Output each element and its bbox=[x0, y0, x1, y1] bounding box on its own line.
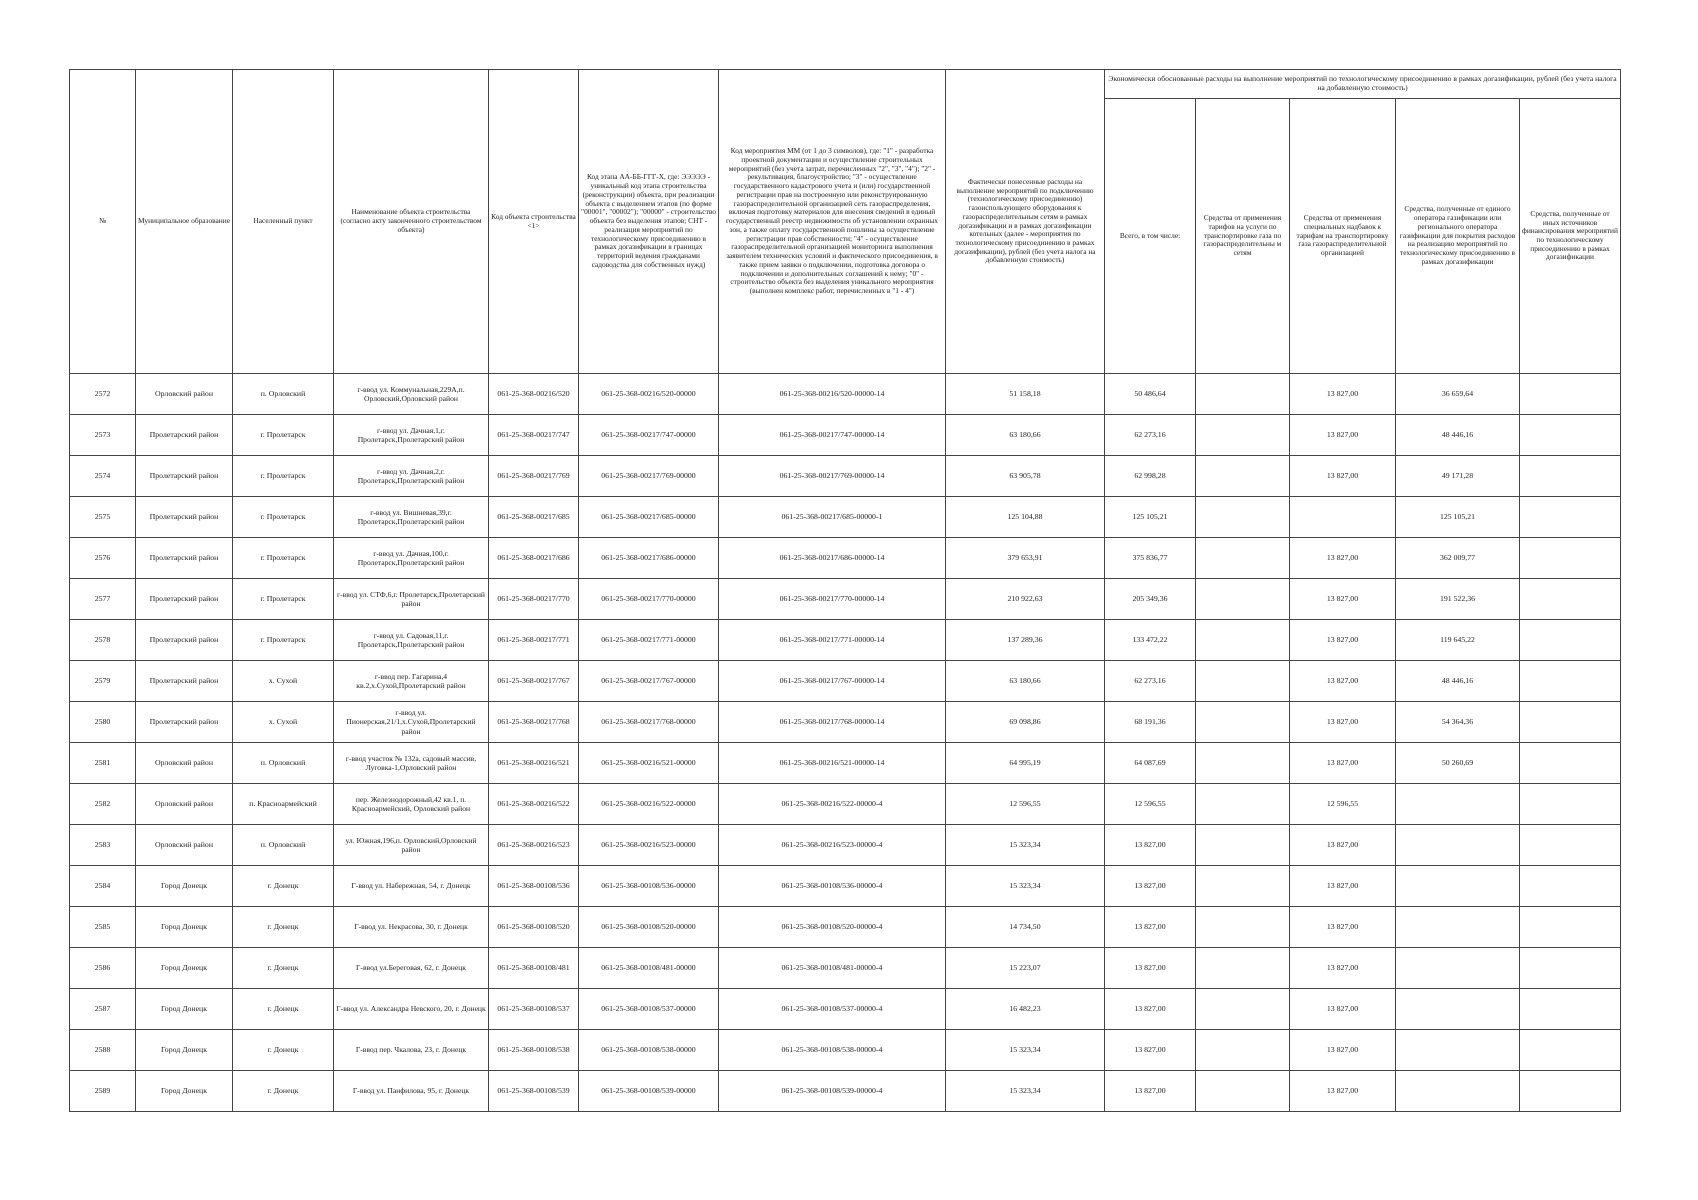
cell-object-name: пер. Железнодорожный,42 кв.1, п. Красноармейский, Орловский район bbox=[334, 784, 489, 825]
header-object-code: Код объекта строительства <1> bbox=[489, 70, 579, 374]
cell-municipality: Город Донецк bbox=[136, 1071, 233, 1112]
cell-actual: 210 922,63 bbox=[946, 579, 1105, 620]
cell-other bbox=[1520, 743, 1621, 784]
cell-no: 2579 bbox=[70, 661, 136, 702]
cell-event-code: 061-25-368-00217/770-00000-14 bbox=[719, 579, 946, 620]
table-row bbox=[70, 579, 1621, 620]
cell-object-code: 061-25-368-00216/523 bbox=[489, 825, 579, 866]
header-tariff: Средства от применения тарифов на услуги по транспортировке газа по газораспределительны м сетям bbox=[1196, 99, 1290, 374]
cell-object-code: 061-25-368-00216/522 bbox=[489, 784, 579, 825]
cell-special bbox=[1290, 497, 1396, 538]
cell-tariff bbox=[1196, 456, 1290, 497]
cell-actual: 63 180,66 bbox=[946, 415, 1105, 456]
cell-operator bbox=[1396, 825, 1520, 866]
cell-operator bbox=[1396, 989, 1520, 1030]
cell-stage-code: 061-25-368-00216/522-00000 bbox=[579, 784, 719, 825]
cell-stage-code: 061-25-368-00216/520-00000 bbox=[579, 374, 719, 415]
table-row bbox=[70, 497, 1621, 538]
cell-locality: г. Пролетарск bbox=[233, 415, 334, 456]
cell-actual: 15 323,34 bbox=[946, 825, 1105, 866]
cell-stage-code: 061-25-368-00217/686-00000 bbox=[579, 538, 719, 579]
cell-municipality: Город Донецк bbox=[136, 866, 233, 907]
cell-special: 13 827,00 bbox=[1290, 661, 1396, 702]
cell-actual: 15 223,07 bbox=[946, 948, 1105, 989]
header-total: Всего, в том числе: bbox=[1105, 99, 1196, 374]
header-economic-expenses: Экономически обоснованные расходы на выполнение мероприятий по технологическому присоединению в рамках догазификации, рублей (без учета налога на добавленную стоимость) bbox=[1105, 70, 1621, 99]
cell-no: 2578 bbox=[70, 620, 136, 661]
cell-total: 50 486,64 bbox=[1105, 374, 1196, 415]
cell-actual: 137 289,36 bbox=[946, 620, 1105, 661]
cell-special: 13 827,00 bbox=[1290, 907, 1396, 948]
cell-municipality: Пролетарский район bbox=[136, 415, 233, 456]
cell-operator: 50 260,69 bbox=[1396, 743, 1520, 784]
cell-tariff bbox=[1196, 702, 1290, 743]
cell-object-code: 061-25-368-00217/769 bbox=[489, 456, 579, 497]
table-row bbox=[70, 415, 1621, 456]
cell-operator: 36 659,64 bbox=[1396, 374, 1520, 415]
cell-no: 2582 bbox=[70, 784, 136, 825]
cell-object-code: 061-25-368-00217/767 bbox=[489, 661, 579, 702]
cell-municipality: Орловский район bbox=[136, 374, 233, 415]
cell-actual: 15 323,34 bbox=[946, 1071, 1105, 1112]
report-sheet bbox=[69, 69, 1620, 1112]
cell-municipality: Орловский район bbox=[136, 743, 233, 784]
cell-total: 375 836,77 bbox=[1105, 538, 1196, 579]
cell-locality: х. Сухой bbox=[233, 702, 334, 743]
cell-object-name: г-ввод ул. Коммунальная,229А,п. Орловский,Орловский район bbox=[334, 374, 489, 415]
cell-actual: 51 158,18 bbox=[946, 374, 1105, 415]
cell-special: 13 827,00 bbox=[1290, 538, 1396, 579]
cell-other bbox=[1520, 456, 1621, 497]
cell-object-code: 061-25-368-00108/537 bbox=[489, 989, 579, 1030]
header-event-code: Код мероприятия ММ (от 1 до 3 символов), где: "1" - разработка проектной документации и осуществление строительных мероприятий (без учета затрат, перечисленных "2", "3", "4"); "2" - рекультивация, благоустройство; "3" - осуществление государственного кадастрового учета и (или) государственной регистрации прав на построенную или реконструированную газораспределительной организацией сеть газораспределения, включая подготовку материалов для внесения сведений в единый государственный реестр недвижимости об установлении охранных зон, а также оплату государственной пошлины за осуществление регистрации прав собственности; "4" - осуществление газораспределительной организацией мониторинга выполнения заявителем технических условий и фактического присоединения, в также прием заявки о подключении, подготовка договора о подключении и дополнительных соглашений к нему; "0" - строительство объекта без выделения уникального мероприятия (выполнен комплекс работ, перечисленных в "1 - 4") bbox=[719, 70, 946, 374]
cell-total: 13 827,00 bbox=[1105, 1071, 1196, 1112]
cell-object-name: Г-ввод ул. Некрасова, 30, г. Донецк bbox=[334, 907, 489, 948]
cell-actual: 69 098,86 bbox=[946, 702, 1105, 743]
cell-total: 62 273,16 bbox=[1105, 661, 1196, 702]
cell-total: 13 827,00 bbox=[1105, 1030, 1196, 1071]
cell-special: 12 596,55 bbox=[1290, 784, 1396, 825]
cell-total: 64 087,69 bbox=[1105, 743, 1196, 784]
cell-special: 13 827,00 bbox=[1290, 702, 1396, 743]
cell-municipality: Город Донецк bbox=[136, 989, 233, 1030]
cell-operator bbox=[1396, 1071, 1520, 1112]
cell-object-name: Г-ввод ул. Набережная, 54, г. Донецк bbox=[334, 866, 489, 907]
cell-stage-code: 061-25-368-00217/767-00000 bbox=[579, 661, 719, 702]
cell-object-code: 061-25-368-00108/481 bbox=[489, 948, 579, 989]
cell-operator: 48 446,16 bbox=[1396, 661, 1520, 702]
table-body bbox=[70, 374, 1621, 1112]
cell-other bbox=[1520, 825, 1621, 866]
cell-stage-code: 061-25-368-00217/768-00000 bbox=[579, 702, 719, 743]
cell-no: 2576 bbox=[70, 538, 136, 579]
cell-other bbox=[1520, 661, 1621, 702]
cell-tariff bbox=[1196, 825, 1290, 866]
cell-no: 2574 bbox=[70, 456, 136, 497]
cell-object-name: г-ввод ул. СТФ,6,г. Пролетарск,Пролетарский район bbox=[334, 579, 489, 620]
cell-total: 133 472,22 bbox=[1105, 620, 1196, 661]
cell-actual: 379 653,91 bbox=[946, 538, 1105, 579]
cell-event-code: 061-25-368-00108/538-00000-4 bbox=[719, 1030, 946, 1071]
cell-other bbox=[1520, 1030, 1621, 1071]
cell-municipality: Пролетарский район bbox=[136, 702, 233, 743]
cell-stage-code: 061-25-368-00216/521-00000 bbox=[579, 743, 719, 784]
cell-total: 12 596,55 bbox=[1105, 784, 1196, 825]
cell-no: 2585 bbox=[70, 907, 136, 948]
cell-municipality: Орловский район bbox=[136, 784, 233, 825]
cell-total: 62 273,16 bbox=[1105, 415, 1196, 456]
header-special: Средства от применения специальных надбавок к тарифам на транспортировку газа газораспределительной организацией bbox=[1290, 99, 1396, 374]
cell-operator bbox=[1396, 907, 1520, 948]
cell-municipality: Пролетарский район bbox=[136, 579, 233, 620]
cell-object-name: г-ввод ул. Пионерская,21/1,х.Сухой,Пролетарский район bbox=[334, 702, 489, 743]
cell-actual: 15 323,34 bbox=[946, 1030, 1105, 1071]
cell-municipality: Пролетарский район bbox=[136, 497, 233, 538]
cell-total: 205 349,36 bbox=[1105, 579, 1196, 620]
table-row bbox=[70, 866, 1621, 907]
cell-object-name: г-ввод ул. Дачная,1,г. Пролетарск,Пролетарский район bbox=[334, 415, 489, 456]
cell-object-name: Г-ввод ул.Береговая, 62, г. Донецк bbox=[334, 948, 489, 989]
cell-special: 13 827,00 bbox=[1290, 415, 1396, 456]
cell-no: 2581 bbox=[70, 743, 136, 784]
cell-actual: 12 596,55 bbox=[946, 784, 1105, 825]
cell-special: 13 827,00 bbox=[1290, 989, 1396, 1030]
cell-actual: 16 482,23 bbox=[946, 989, 1105, 1030]
cell-object-name: Г-ввод пер. Чкалова, 23, г. Донецк bbox=[334, 1030, 489, 1071]
table-row bbox=[70, 784, 1621, 825]
cell-event-code: 061-25-368-00217/771-00000-14 bbox=[719, 620, 946, 661]
table-row bbox=[70, 825, 1621, 866]
cell-object-name: г-ввод пер. Гагарина,4 кв.2,х.Сухой,Пролетарский район bbox=[334, 661, 489, 702]
cell-total: 13 827,00 bbox=[1105, 825, 1196, 866]
cell-special: 13 827,00 bbox=[1290, 1071, 1396, 1112]
cell-actual: 64 995,19 bbox=[946, 743, 1105, 784]
cell-operator bbox=[1396, 784, 1520, 825]
cell-operator bbox=[1396, 948, 1520, 989]
table-row bbox=[70, 374, 1621, 415]
cell-event-code: 061-25-368-00217/686-00000-14 bbox=[719, 538, 946, 579]
cell-no: 2588 bbox=[70, 1030, 136, 1071]
header-locality: Населенный пункт bbox=[233, 70, 334, 374]
cell-tariff bbox=[1196, 538, 1290, 579]
cell-operator: 54 364,36 bbox=[1396, 702, 1520, 743]
cell-tariff bbox=[1196, 620, 1290, 661]
cell-operator: 362 009,77 bbox=[1396, 538, 1520, 579]
cell-object-code: 061-25-368-00108/520 bbox=[489, 907, 579, 948]
cell-tariff bbox=[1196, 497, 1290, 538]
cell-object-name: г-ввод участок № 132а, садовый массив, Луговка-1,Орловский район bbox=[334, 743, 489, 784]
cell-other bbox=[1520, 538, 1621, 579]
cell-locality: г. Пролетарск bbox=[233, 538, 334, 579]
cell-locality: г. Донецк bbox=[233, 907, 334, 948]
header-actual-expenses: Фактически понесенные расходы на выполнение мероприятий по подключению (технологическому присоединению) газоиспользующего оборудования к газораспределительным сетям в рамках догазификации и в рамках догазификации котельных (далее - мероприятия по технологическому присоединению в рамках догазификации), рублей (без учета налога на добавленную стоимость) bbox=[946, 70, 1105, 374]
cell-no: 2577 bbox=[70, 579, 136, 620]
cell-stage-code: 061-25-368-00217/770-00000 bbox=[579, 579, 719, 620]
cell-total: 13 827,00 bbox=[1105, 907, 1196, 948]
cell-tariff bbox=[1196, 907, 1290, 948]
cell-object-name: г-ввод ул. Вишневая,39,г. Пролетарск,Пролетарский район bbox=[334, 497, 489, 538]
cell-event-code: 061-25-368-00216/520-00000-14 bbox=[719, 374, 946, 415]
cell-other bbox=[1520, 415, 1621, 456]
cell-event-code: 061-25-368-00108/537-00000-4 bbox=[719, 989, 946, 1030]
cell-no: 2583 bbox=[70, 825, 136, 866]
table-row bbox=[70, 907, 1621, 948]
cell-total: 13 827,00 bbox=[1105, 948, 1196, 989]
cell-total: 62 998,28 bbox=[1105, 456, 1196, 497]
cell-stage-code: 061-25-368-00108/481-00000 bbox=[579, 948, 719, 989]
cell-event-code: 061-25-368-00217/685-00000-1 bbox=[719, 497, 946, 538]
cell-object-code: 061-25-368-00216/520 bbox=[489, 374, 579, 415]
cell-tariff bbox=[1196, 948, 1290, 989]
cell-other bbox=[1520, 1071, 1621, 1112]
cell-special: 13 827,00 bbox=[1290, 825, 1396, 866]
cell-operator: 49 171,28 bbox=[1396, 456, 1520, 497]
cell-locality: г. Пролетарск bbox=[233, 579, 334, 620]
cell-total: 13 827,00 bbox=[1105, 989, 1196, 1030]
cell-municipality: Пролетарский район bbox=[136, 661, 233, 702]
table-row bbox=[70, 456, 1621, 497]
header-no: № bbox=[70, 70, 136, 374]
cell-object-code: 061-25-368-00217/771 bbox=[489, 620, 579, 661]
cell-operator: 119 645,22 bbox=[1396, 620, 1520, 661]
cell-locality: п. Орловский bbox=[233, 374, 334, 415]
cell-locality: г. Донецк bbox=[233, 1030, 334, 1071]
cell-event-code: 061-25-368-00217/767-00000-14 bbox=[719, 661, 946, 702]
cell-operator: 191 522,36 bbox=[1396, 579, 1520, 620]
cell-operator: 125 105,21 bbox=[1396, 497, 1520, 538]
cell-municipality: Город Донецк bbox=[136, 907, 233, 948]
cell-locality: г. Пролетарск bbox=[233, 497, 334, 538]
cell-event-code: 061-25-368-00108/536-00000-4 bbox=[719, 866, 946, 907]
cell-other bbox=[1520, 579, 1621, 620]
cell-tariff bbox=[1196, 866, 1290, 907]
cell-other bbox=[1520, 374, 1621, 415]
cell-object-code: 061-25-368-00217/685 bbox=[489, 497, 579, 538]
table-row bbox=[70, 661, 1621, 702]
table-row bbox=[70, 948, 1621, 989]
cell-event-code: 061-25-368-00216/523-00000-4 bbox=[719, 825, 946, 866]
cell-stage-code: 061-25-368-00217/771-00000 bbox=[579, 620, 719, 661]
cell-special: 13 827,00 bbox=[1290, 620, 1396, 661]
cell-municipality: Город Донецк bbox=[136, 948, 233, 989]
cell-other bbox=[1520, 866, 1621, 907]
header-other: Средства, полученные от иных источников финансирования мероприятий по технологическому присоединению в рамках догазификации bbox=[1520, 99, 1621, 374]
cell-total: 13 827,00 bbox=[1105, 866, 1196, 907]
cell-no: 2575 bbox=[70, 497, 136, 538]
table-header bbox=[70, 70, 1621, 374]
cell-actual: 63 905,78 bbox=[946, 456, 1105, 497]
cell-stage-code: 061-25-368-00217/685-00000 bbox=[579, 497, 719, 538]
header-object-name: Наименование объекта строительства (согласно акту законченного строительством объекта) bbox=[334, 70, 489, 374]
cell-total: 68 191,36 bbox=[1105, 702, 1196, 743]
cell-special: 13 827,00 bbox=[1290, 456, 1396, 497]
cell-special: 13 827,00 bbox=[1290, 866, 1396, 907]
cell-event-code: 061-25-368-00108/481-00000-4 bbox=[719, 948, 946, 989]
cell-tariff bbox=[1196, 784, 1290, 825]
cell-municipality: Пролетарский район bbox=[136, 456, 233, 497]
cell-event-code: 061-25-368-00217/769-00000-14 bbox=[719, 456, 946, 497]
cell-object-code: 061-25-368-00108/538 bbox=[489, 1030, 579, 1071]
cell-object-name: г-ввод ул. Дачная,100,г. Пролетарск,Пролетарский район bbox=[334, 538, 489, 579]
cell-stage-code: 061-25-368-00108/537-00000 bbox=[579, 989, 719, 1030]
cell-stage-code: 061-25-368-00108/536-00000 bbox=[579, 866, 719, 907]
cell-object-code: 061-25-368-00216/521 bbox=[489, 743, 579, 784]
cell-event-code: 061-25-368-00217/768-00000-14 bbox=[719, 702, 946, 743]
cell-special: 13 827,00 bbox=[1290, 948, 1396, 989]
cell-locality: п. Красноармейский bbox=[233, 784, 334, 825]
cell-municipality: Пролетарский район bbox=[136, 538, 233, 579]
cell-no: 2580 bbox=[70, 702, 136, 743]
cell-event-code: 061-25-368-00108/539-00000-4 bbox=[719, 1071, 946, 1112]
cell-stage-code: 061-25-368-00217/747-00000 bbox=[579, 415, 719, 456]
cell-other bbox=[1520, 989, 1621, 1030]
header-row-1 bbox=[70, 70, 1621, 99]
table-row bbox=[70, 538, 1621, 579]
cell-municipality: Город Донецк bbox=[136, 1030, 233, 1071]
cell-stage-code: 061-25-368-00217/769-00000 bbox=[579, 456, 719, 497]
cell-tariff bbox=[1196, 1071, 1290, 1112]
cell-actual: 63 180,66 bbox=[946, 661, 1105, 702]
header-municipality: Муниципальное образование bbox=[136, 70, 233, 374]
header-operator: Средства, полученные от единого оператора газификации или регионального оператора газификации для покрытия расходов на реализацию мероприятий по технологическому присоединению в рамках догазификации bbox=[1396, 99, 1520, 374]
cell-other bbox=[1520, 702, 1621, 743]
cell-total: 125 105,21 bbox=[1105, 497, 1196, 538]
cell-stage-code: 061-25-368-00108/539-00000 bbox=[579, 1071, 719, 1112]
cell-object-name: ул. Южная,196,п. Орловский,Орловский район bbox=[334, 825, 489, 866]
cell-locality: г. Донецк bbox=[233, 1071, 334, 1112]
table-row bbox=[70, 743, 1621, 784]
cell-object-code: 061-25-368-00108/539 bbox=[489, 1071, 579, 1112]
cell-special: 13 827,00 bbox=[1290, 1030, 1396, 1071]
cell-tariff bbox=[1196, 989, 1290, 1030]
cell-object-name: г-ввод ул. Дачная,2,г. Пролетарск,Пролетарский район bbox=[334, 456, 489, 497]
table-row bbox=[70, 702, 1621, 743]
cell-event-code: 061-25-368-00217/747-00000-14 bbox=[719, 415, 946, 456]
cell-actual: 15 323,34 bbox=[946, 866, 1105, 907]
cell-object-name: г-ввод ул. Садовая,11,г. Пролетарск,Пролетарский район bbox=[334, 620, 489, 661]
cell-event-code: 061-25-368-00108/520-00000-4 bbox=[719, 907, 946, 948]
cell-no: 2584 bbox=[70, 866, 136, 907]
cell-operator: 48 446,16 bbox=[1396, 415, 1520, 456]
cell-locality: г. Донецк bbox=[233, 948, 334, 989]
table-row bbox=[70, 989, 1621, 1030]
cell-tariff bbox=[1196, 415, 1290, 456]
cell-other bbox=[1520, 907, 1621, 948]
cell-object-name: Г-ввод ул. Панфилова, 95, г. Донецк bbox=[334, 1071, 489, 1112]
cell-municipality: Пролетарский район bbox=[136, 620, 233, 661]
cell-event-code: 061-25-368-00216/522-00000-4 bbox=[719, 784, 946, 825]
cell-object-code: 061-25-368-00217/747 bbox=[489, 415, 579, 456]
cell-operator bbox=[1396, 1030, 1520, 1071]
cell-tariff bbox=[1196, 579, 1290, 620]
cell-object-code: 061-25-368-00217/686 bbox=[489, 538, 579, 579]
cell-tariff bbox=[1196, 743, 1290, 784]
cell-locality: г. Пролетарск bbox=[233, 620, 334, 661]
header-stage-code: Код этапа АА-ББ-ГГГ-Х, где: ЭЭЭЭЭ - уникальный код этапа строительства (реконструкции) объекта, при реализации объекта с выделением этапов (по форме "00001", "00002"); "00000" - строительство объекта без выделения этапов; СНТ - реализация мероприятий по технологическому присоединению в рамках догазификации в границах территорий ведения гражданами садоводства для собственных нужд) bbox=[579, 70, 719, 374]
cell-no: 2587 bbox=[70, 989, 136, 1030]
cell-other bbox=[1520, 620, 1621, 661]
cell-locality: п. Орловский bbox=[233, 825, 334, 866]
cell-no: 2572 bbox=[70, 374, 136, 415]
cell-other bbox=[1520, 497, 1621, 538]
cell-special: 13 827,00 bbox=[1290, 374, 1396, 415]
cell-locality: г. Донецк bbox=[233, 989, 334, 1030]
cell-object-code: 061-25-368-00108/536 bbox=[489, 866, 579, 907]
cell-tariff bbox=[1196, 374, 1290, 415]
cell-object-code: 061-25-368-00217/770 bbox=[489, 579, 579, 620]
cell-no: 2589 bbox=[70, 1071, 136, 1112]
cell-no: 2586 bbox=[70, 948, 136, 989]
cell-other bbox=[1520, 784, 1621, 825]
cell-object-code: 061-25-368-00217/768 bbox=[489, 702, 579, 743]
cell-other bbox=[1520, 948, 1621, 989]
cell-special: 13 827,00 bbox=[1290, 579, 1396, 620]
cell-actual: 125 104,88 bbox=[946, 497, 1105, 538]
cell-locality: г. Пролетарск bbox=[233, 456, 334, 497]
cell-tariff bbox=[1196, 1030, 1290, 1071]
cell-stage-code: 061-25-368-00108/520-00000 bbox=[579, 907, 719, 948]
cell-actual: 14 734,50 bbox=[946, 907, 1105, 948]
cell-operator bbox=[1396, 866, 1520, 907]
cell-stage-code: 061-25-368-00108/538-00000 bbox=[579, 1030, 719, 1071]
table-row bbox=[70, 620, 1621, 661]
cell-locality: п. Орловский bbox=[233, 743, 334, 784]
cell-special: 13 827,00 bbox=[1290, 743, 1396, 784]
cell-object-name: Г-ввод ул. Александра Невского, 20, г. Донецк bbox=[334, 989, 489, 1030]
cell-stage-code: 061-25-368-00216/523-00000 bbox=[579, 825, 719, 866]
table-row bbox=[70, 1071, 1621, 1112]
cell-no: 2573 bbox=[70, 415, 136, 456]
table-row bbox=[70, 1030, 1621, 1071]
cell-tariff bbox=[1196, 661, 1290, 702]
cell-locality: х. Сухой bbox=[233, 661, 334, 702]
cell-municipality: Орловский район bbox=[136, 825, 233, 866]
cell-event-code: 061-25-368-00216/521-00000-14 bbox=[719, 743, 946, 784]
cell-locality: г. Донецк bbox=[233, 866, 334, 907]
gasification-expenses-table bbox=[69, 69, 1621, 1112]
